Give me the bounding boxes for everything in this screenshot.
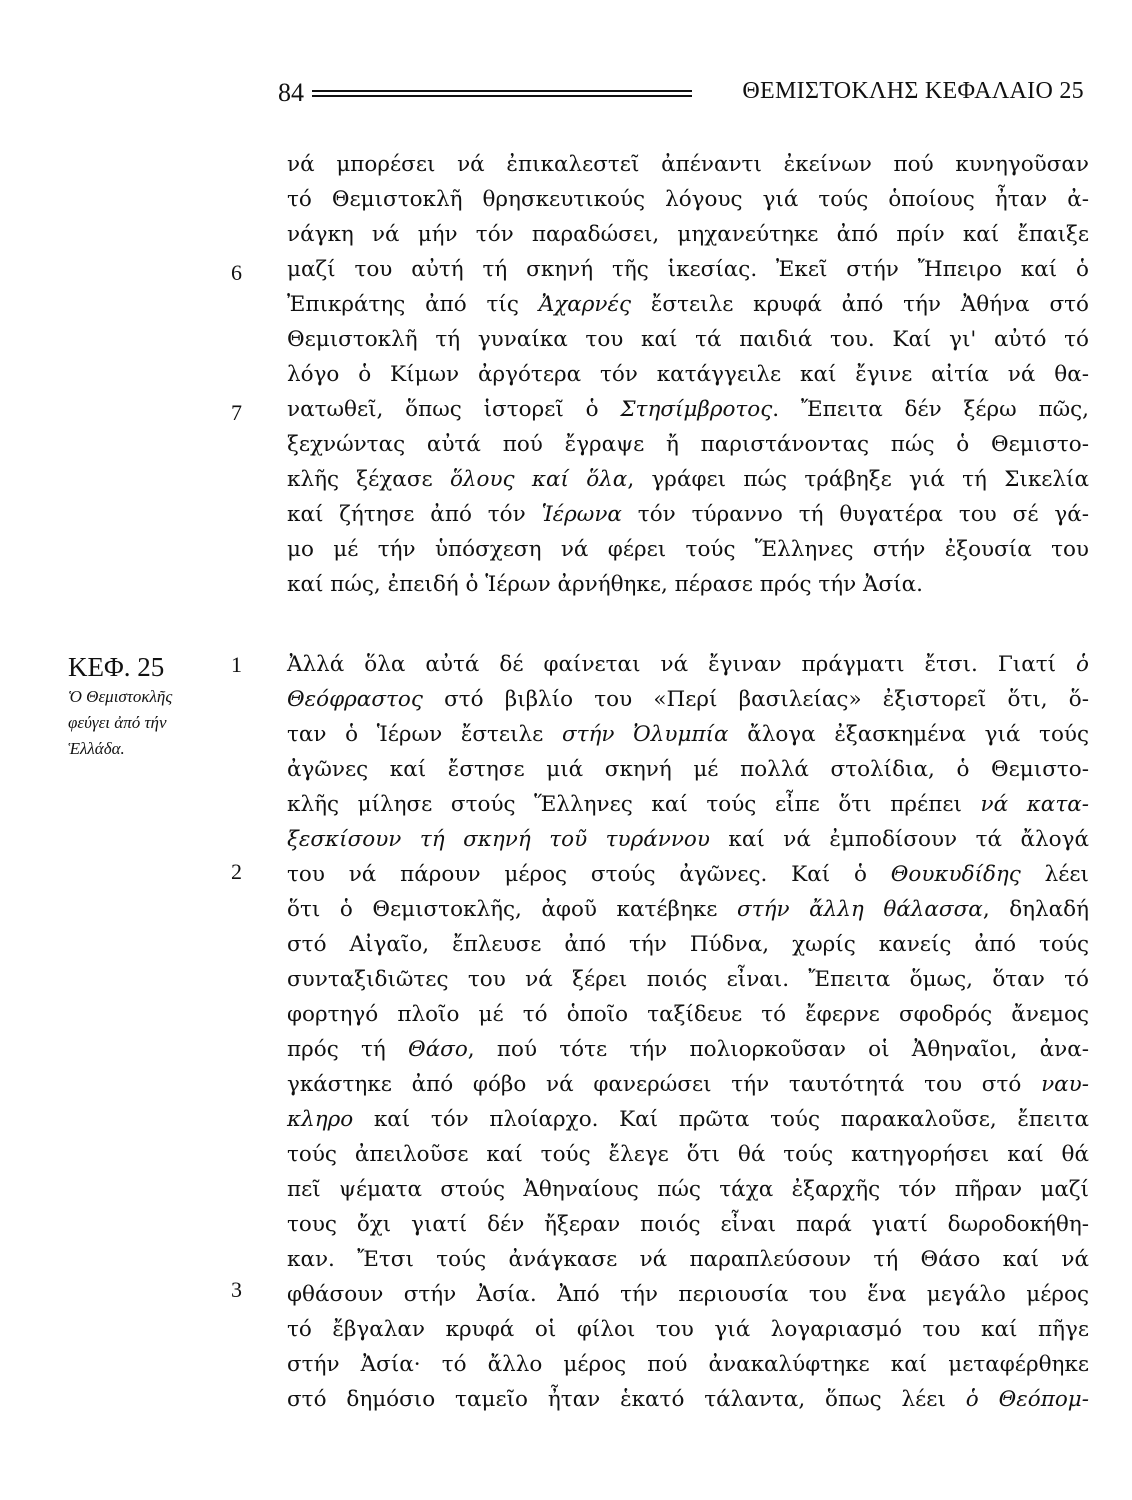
text-line: μο μέ τήν ὑπόσχεση νά φέρει τούς Ἕλληνες στήν ἐξουσία του [287, 537, 1089, 562]
line-number: 2 [231, 859, 242, 884]
line-number: 1 [231, 652, 242, 677]
text-line: ταν ὁ Ἱέρων ἔστειλε στήν Ὀλυμπία ἄλογα ἐξασκημένα γιά τούς [287, 722, 1090, 747]
header-double-rule [312, 90, 692, 97]
text-line: καν. Ἔτσι τούς ἀνάγκασε νά παραπλεύσουν τή Θάσο καί νά [287, 1247, 1089, 1272]
page-number: 84 [278, 78, 304, 107]
line-number: 6 [231, 260, 242, 285]
text-line: νά μπορέσει νά ἐπικαλεστεῖ ἀπέναντι ἐκείνων πού κυνηγοῦσαν [287, 152, 1089, 177]
text-line: του νά πάρουν μέρος στούς ἀγῶνες. Καί ὁ Θουκυδίδης λέει [287, 862, 1089, 887]
text-line: ξεσκίσουν τή σκηνή τοῦ τυράννου καί νά ἐμποδίσουν τά ἄλογά [287, 827, 1089, 852]
text-line: τό ἔβγαλαν κρυφά οἱ φίλοι του γιά λογαριασμό του καί πῆγε [287, 1317, 1089, 1342]
text-line: καί ζήτησε ἀπό τόν Ἱέρωνα τόν τύραννο τή θυγατέρα του σέ γά- [287, 502, 1089, 527]
line-number: 3 [231, 1277, 242, 1302]
text-line: μαζί του αὐτή τή σκηνή τῆς ἱκεσίας. Ἐκεῖ στήν Ἤπειρο καί ὁ [287, 257, 1089, 282]
text-line: τό Θεμιστοκλῆ θρησκευτικούς λόγους γιά τούς ὁποίους ἦταν ἀ- [287, 187, 1089, 212]
text-line: ξεχνώντας αὐτά πού ἔγραψε ἤ παριστάνοντας πώς ὁ Θεμιστο- [287, 432, 1089, 457]
text-line: Θεόφραστος στό βιβλίο του «Περί βασιλείας» ἐξιστορεῖ ὅτι, ὅ- [287, 687, 1089, 712]
line-number: 7 [231, 400, 242, 425]
text-line: Ἀλλά ὅλα αὐτά δέ φαίνεται νά ἔγιναν πράγματι ἔτσι. Γιατί ὁ [287, 652, 1089, 677]
text-line: φορτηγό πλοῖο μέ τό ὁποῖο ταξίδευε τό ἔφερνε σφοδρός ἄνεμος [287, 1002, 1089, 1027]
chapter-heading: ΚΕΦ. 25 [68, 652, 165, 682]
text-line: ἀγῶνες καί ἔστησε μιά σκηνή μέ πολλά στολίδια, ὁ Θεμιστο- [287, 757, 1089, 782]
text-line: νατωθεῖ, ὅπως ἱστορεῖ ὁ Στησίμβροτος. Ἔπειτα δέν ξέρω πῶς, [287, 397, 1089, 422]
text-line: καί πώς, ἐπειδή ὁ Ἱέρων ἀρνήθηκε, πέρασε πρός τήν Ἀσία. [287, 572, 924, 597]
text-line: στήν Ἀσία· τό ἄλλο μέρος πού ἀνακαλύφτηκε καί μεταφέρθηκε [287, 1352, 1089, 1377]
text-line: τούς ἀπειλοῦσε καί τούς ἔλεγε ὅτι θά τούς κατηγορήσει καί θά [287, 1142, 1089, 1167]
margin-note-line: φεύγει ἀπό τήν [68, 713, 167, 732]
margin-note-line: Ἑλλάδα. [68, 739, 125, 758]
text-line: Ἐπικράτης ἀπό τίς Ἀχαρνές ἔστειλε κρυφά ἀπό τήν Ἀθήνα στό [287, 292, 1089, 317]
text-line: τους ὄχι γιατί δέν ἤξεραν ποιός εἶναι παρά γιατί δωροδοκήθη- [287, 1212, 1089, 1237]
text-line: πρός τή Θάσο, πού τότε τήν πολιορκοῦσαν οἱ Ἀθηναῖοι, ἀνα- [287, 1037, 1089, 1062]
text-line: φθάσουν στήν Ἀσία. Ἀπό τήν περιουσία του ἕνα μεγάλο μέρος [287, 1282, 1089, 1307]
text-line: συνταξιδιῶτες του νά ξέρει ποιός εἶναι. Ἔπειτα ὅμως, ὅταν τό [287, 967, 1089, 992]
text-line: κλῆς μίλησε στούς Ἕλληνες καί τούς εἶπε ὅτι πρέπει νά κατα- [287, 792, 1089, 817]
text-line: ὅτι ὁ Θεμιστοκλῆς, ἀφοῦ κατέβηκε στήν ἄλλη θάλασσα, δηλαδή [287, 897, 1090, 922]
margin-note-line: Ὁ Θεμιστοκλῆς [68, 687, 173, 706]
text-line: κλῆς ξέχασε ὅλους καί ὅλα, γράφει πώς τράβηξε γιά τή Σικελία [287, 467, 1089, 492]
text-line: λόγο ὁ Κίμων ἀργότερα τόν κατάγγειλε καί ἔγινε αἰτία νά θα- [287, 362, 1089, 387]
text-line: πεῖ ψέματα στούς Ἀθηναίους πώς τάχα ἐξαρχῆς τόν πῆραν μαζί [287, 1177, 1089, 1202]
text-line: στό Αἰγαῖο, ἔπλευσε ἀπό τήν Πύδνα, χωρίς κανείς ἀπό τούς [287, 932, 1089, 957]
text-line: γκάστηκε ἀπό φόβο νά φανερώσει τήν ταυτότητά του στό ναυ- [287, 1072, 1089, 1097]
running-title: ΘΕΜΙΣΤΟΚΛΗΣ ΚΕΦΑΛΑΙΟ 25 [742, 78, 1084, 104]
page-header [278, 78, 1084, 114]
text-line: στό δημόσιο ταμεῖο ἦταν ἑκατό τάλαντα, ὅπως λέει ὁ Θεόπομ- [287, 1387, 1090, 1412]
text-line: Θεμιστοκλῆ τή γυναίκα του καί τά παιδιά του. Καί γι' αὐτό τό [287, 327, 1089, 352]
text-line: κληρο καί τόν πλοίαρχο. Καί πρῶτα τούς παρακαλοῦσε, ἔπειτα [287, 1107, 1089, 1132]
text-line: νάγκη νά μήν τόν παραδώσει, μηχανεύτηκε ἀπό πρίν καί ἔπαιξε [287, 222, 1089, 247]
